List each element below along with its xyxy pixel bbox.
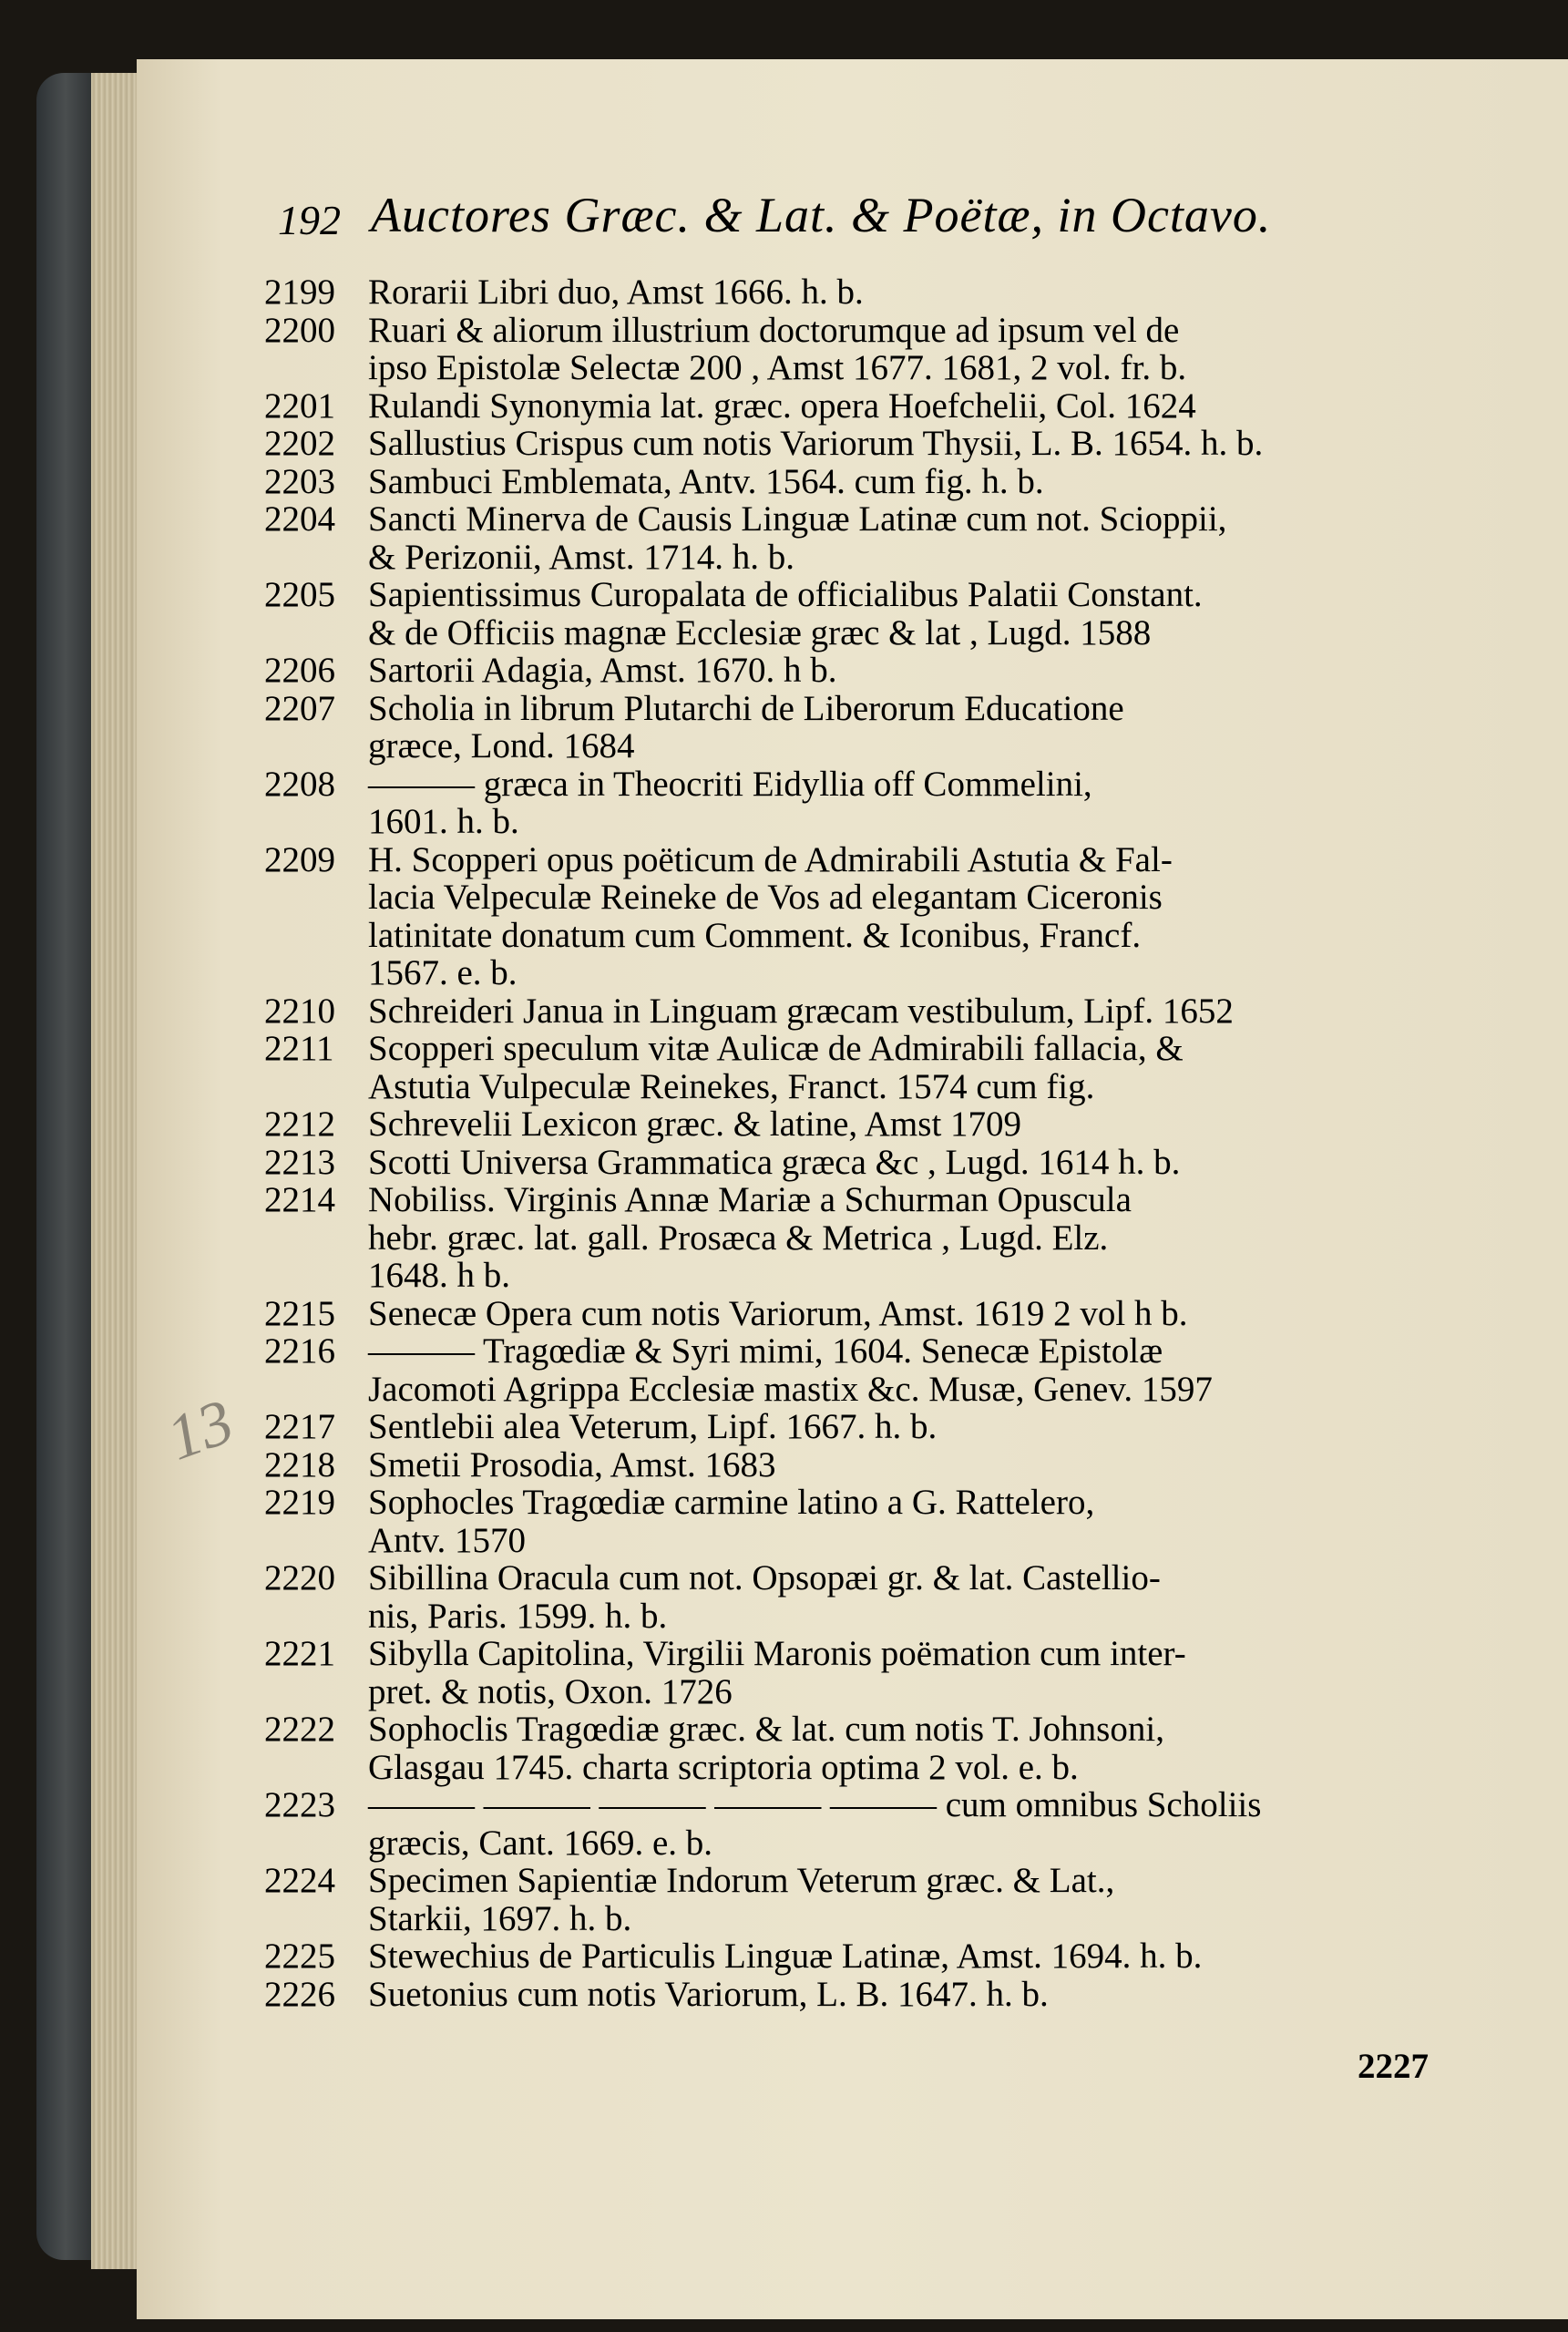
entry-line: Sibylla Capitolina, Virgilii Maronis poëmation cum inter- (368, 1634, 1186, 1673)
entry-line: pret. & notis, Oxon. 1726 (368, 1671, 733, 1711)
entry-line: Smetii Prosodia, Amst. 1683 (368, 1444, 776, 1484)
entry-text (368, 1446, 1445, 1484)
catalog-entry (264, 841, 1485, 992)
entry-line: nis, Paris. 1599. h. b. (368, 1596, 668, 1636)
entry-line: ——— græca in Theocriti Eidyllia off Commelini, (368, 764, 1092, 804)
entry-number: 2206 (264, 651, 335, 690)
entry-line: Suetonius cum notis Variorum, L. B. 1647. h. b. (368, 1974, 1049, 2014)
entry-number: 2199 (264, 272, 335, 312)
entry-text (368, 463, 1445, 501)
entry-text (368, 1710, 1445, 1786)
entry-text (368, 1295, 1445, 1333)
catalog-entry (264, 1635, 1485, 1710)
entry-line: Starkii, 1697. h. b. (368, 1898, 632, 1938)
entry-line: Astutia Vulpeculæ Reinekes, Franct. 1574 cum fig. (368, 1066, 1095, 1106)
catalog-entry (264, 992, 1485, 1031)
page-number: 192 (278, 197, 341, 243)
entry-number: 2207 (264, 688, 335, 728)
entry-number: 2213 (264, 1142, 335, 1182)
entry-number: 2203 (264, 461, 335, 501)
entry-line: 1601. h. b. (368, 802, 519, 841)
entry-number: 2205 (264, 575, 335, 614)
entry-line: Scopperi speculum vitæ Aulicæ de Admirabili fallacia, & (368, 1029, 1184, 1068)
page-header (278, 159, 1462, 241)
catalog-entries (264, 273, 1485, 2013)
entry-line: hebr. græc. lat. gall. Prosæca & Metrica , Lugd. Elz. (368, 1217, 1109, 1258)
entry-text (368, 1937, 1445, 1976)
entry-line: Specimen Sapientiæ Indorum Veterum græc. & Lat., (368, 1861, 1115, 1900)
entry-text (368, 841, 1445, 992)
entry-line: Scotti Universa Grammatica græca &c , Lugd. 1614 h. b. (368, 1142, 1181, 1182)
catalog-entry (264, 312, 1485, 387)
entry-number: 2201 (264, 385, 335, 426)
entry-line: Scholia in librum Plutarchi de Liberorum Educatione (368, 688, 1124, 728)
entry-text (368, 1786, 1445, 1862)
catalog-entry (264, 652, 1485, 690)
entry-number: 2223 (264, 1785, 335, 1824)
catalog-entry (264, 1446, 1485, 1484)
catalog-entry (264, 1030, 1485, 1105)
entry-number: 2215 (264, 1293, 335, 1333)
entry-number: 2211 (264, 1029, 334, 1068)
catchword: 2227 (1358, 2047, 1429, 2086)
entry-text (368, 652, 1445, 690)
entry-text (368, 1144, 1445, 1182)
entry-line: græcis, Cant. 1669. e. b. (368, 1823, 713, 1863)
entry-line: Antv. 1570 (368, 1520, 526, 1560)
entry-number: 2221 (264, 1634, 335, 1673)
entry-line: Rorarii Libri duo, Amst 1666. h. b. (368, 272, 864, 312)
entry-line: Sapientissimus Curopalata de officialibus Palatii Constant. (368, 575, 1203, 614)
catalog-entry (264, 1710, 1485, 1786)
entry-line: latinitate donatum cum Comment. & Iconibus, Francf. (368, 915, 1142, 955)
catalog-entry (264, 1786, 1485, 1862)
catalog-entry (264, 387, 1485, 426)
running-title: Auctores Græc. & Lat. & Poëtæ, in Octavo. (371, 188, 1272, 242)
entry-text (368, 1332, 1445, 1408)
catalog-entry (264, 273, 1485, 312)
entry-line: Jacomoti Agrippa Ecclesiæ mastix &c. Musæ, Genev. 1597 (368, 1369, 1213, 1409)
entry-text (368, 425, 1445, 463)
entry-line: H. Scopperi opus poëticum de Admirabili Astutia & Fal- (368, 839, 1173, 879)
entry-line: Stewechius de Particulis Linguæ Latinæ, Amst. 1694. h. b. (368, 1936, 1203, 1976)
entry-line: Schreideri Janua in Linguam græcam vestibulum, Lipf. 1652 (368, 991, 1234, 1031)
entry-line: Schrevelii Lexicon græc. & latine, Amst 1709 (368, 1104, 1022, 1144)
entry-number: 2210 (264, 991, 335, 1031)
catalog-entry (264, 1937, 1485, 1976)
entry-line: Sophocles Tragœdiæ carmine latino a G. Rattelero, (368, 1483, 1095, 1522)
entry-line: Sibillina Oracula cum not. Opsopæi gr. & lat. Castellio- (368, 1558, 1161, 1597)
entry-number: 2226 (264, 1974, 335, 2014)
catalog-entry (264, 1144, 1485, 1182)
entry-line: & Perizonii, Amst. 1714. h. b. (368, 537, 794, 577)
entry-text (368, 312, 1445, 387)
entry-number: 2212 (264, 1104, 335, 1144)
entry-number: 2204 (264, 499, 335, 539)
entry-number: 2214 (264, 1180, 335, 1219)
entry-number: 2222 (264, 1710, 335, 1749)
catalog-entry (264, 576, 1485, 652)
catalog-entry (264, 1295, 1485, 1333)
entry-line: Glasgau 1745. charta scriptoria optima 2 vol. e. b. (368, 1747, 1079, 1787)
entry-text (368, 273, 1445, 312)
entry-number: 2209 (264, 839, 335, 879)
entry-text (368, 1559, 1445, 1635)
entry-text (368, 1635, 1445, 1710)
entry-number: 2217 (264, 1407, 335, 1446)
entry-text (368, 576, 1445, 652)
entry-text (368, 765, 1445, 841)
entry-line: ipso Epistolæ Selectæ 200 , Amst 1677. 1681, 2 vol. fr. b. (368, 348, 1187, 387)
entry-text (368, 1862, 1445, 1937)
entry-line: græce, Lond. 1684 (368, 726, 635, 765)
catalog-entry (264, 765, 1485, 841)
entry-text (368, 992, 1445, 1031)
entry-number: 2224 (264, 1861, 335, 1900)
catalog-entry (264, 1181, 1485, 1295)
entry-line: Senecæ Opera cum notis Variorum, Amst. 1619 2 vol h b. (368, 1293, 1188, 1333)
entry-line: ——— ——— ——— ——— ——— cum omnibus Scholiis (368, 1785, 1262, 1824)
entry-line: Sentlebii alea Veterum, Lipf. 1667. h. b. (368, 1407, 938, 1446)
catalog-entry (264, 1862, 1485, 1937)
entry-number: 2208 (264, 764, 335, 804)
entry-line: 1567. e. b. (368, 953, 518, 992)
catalog-entry (264, 1976, 1485, 2014)
entry-line: Sancti Minerva de Causis Linguæ Latinæ cum not. Scioppii, (368, 499, 1227, 539)
entry-line: Rulandi Synonymia lat. græc. opera Hoefchelii, Col. 1624 (368, 385, 1196, 426)
catalog-entry (264, 463, 1485, 501)
entry-text (368, 1105, 1445, 1144)
catalog-entry (264, 1559, 1485, 1635)
entry-line: Nobiliss. Virginis Annæ Mariæ a Schurman Opuscula (368, 1180, 1132, 1219)
entry-text (368, 500, 1445, 576)
entry-number: 2216 (264, 1331, 335, 1371)
entry-line: & de Officiis magnæ Ecclesiæ græc & lat , Lugd. 1588 (368, 612, 1152, 652)
entry-text (368, 1484, 1445, 1559)
entry-number: 2200 (264, 310, 335, 350)
entry-number: 2220 (264, 1558, 335, 1597)
catalog-entry (264, 1105, 1485, 1144)
catalog-entry (264, 690, 1485, 765)
entry-text (368, 1181, 1445, 1295)
entry-number: 2218 (264, 1444, 335, 1484)
catalog-entry (264, 500, 1485, 576)
entry-text (368, 387, 1445, 426)
entry-line: Ruari & aliorum illustrium doctorumque ad ipsum vel de (368, 310, 1180, 350)
entry-text (368, 1408, 1445, 1446)
entry-line: Sambuci Emblemata, Antv. 1564. cum fig. h. b. (368, 461, 1044, 501)
catalog-entry (264, 1408, 1485, 1446)
entry-number: 2225 (264, 1936, 335, 1976)
entry-line: Sartorii Adagia, Amst. 1670. h b. (368, 651, 837, 690)
entry-text (368, 1030, 1445, 1105)
catalog-entry (264, 425, 1485, 463)
entry-text (368, 690, 1445, 765)
catalog-entry (264, 1484, 1485, 1559)
entry-line: lacia Velpeculæ Reineke de Vos ad elegantam Ciceronis (368, 878, 1163, 917)
catalog-entry (264, 1332, 1485, 1408)
entry-line: 1648. h b. (368, 1256, 510, 1295)
entry-number: 2219 (264, 1483, 335, 1522)
entry-line: Sophoclis Tragœdiæ græc. & lat. cum notis T. Johnsoni, (368, 1710, 1164, 1749)
entry-text (368, 1976, 1445, 2014)
entry-line: ——— Tragœdiæ & Syri mimi, 1604. Senecæ Epistolæ (368, 1331, 1163, 1371)
entry-number: 2202 (264, 424, 335, 463)
entry-line: Sallustius Crispus cum notis Variorum Thysii, L. B. 1654. h. b. (368, 424, 1264, 463)
pencil-annotation: 13 (158, 1386, 242, 1474)
